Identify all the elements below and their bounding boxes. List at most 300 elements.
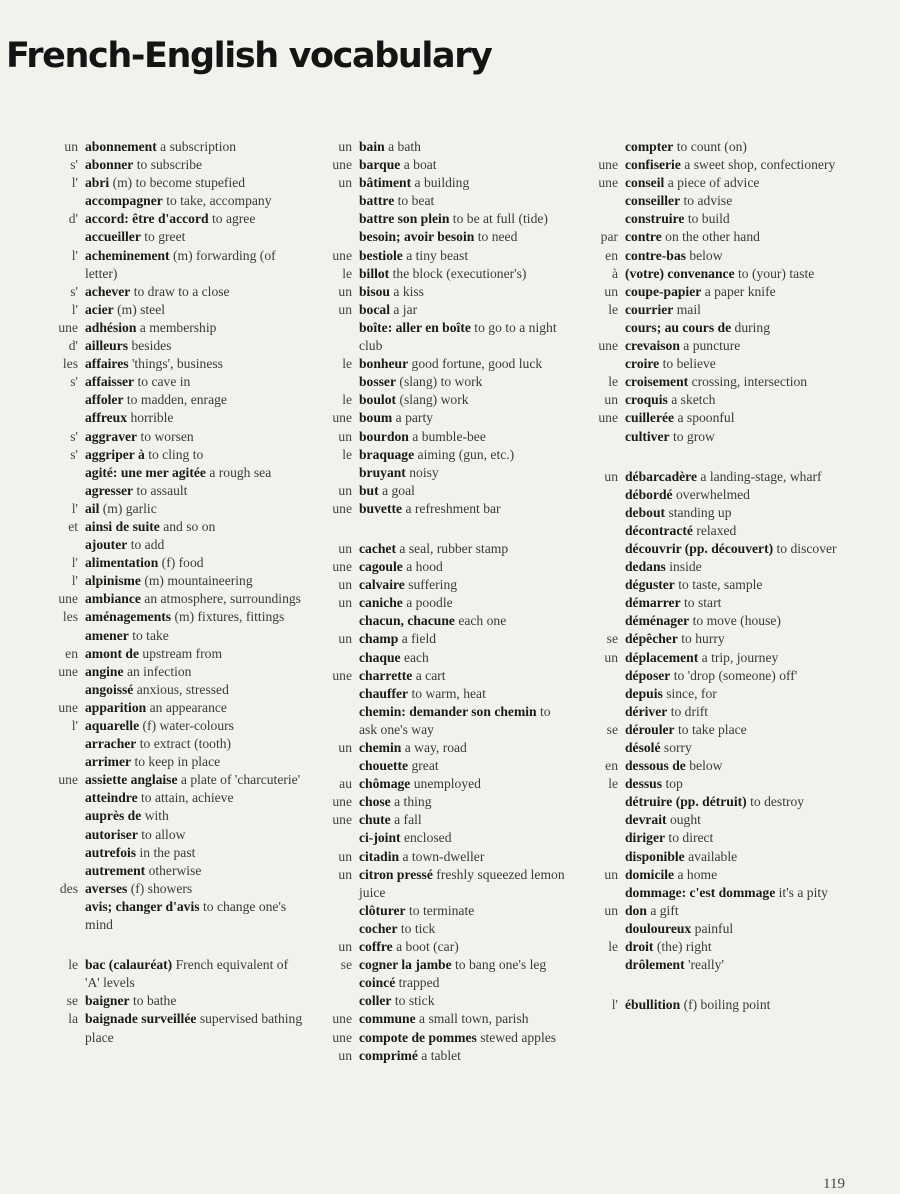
- entry-article: l': [71, 573, 78, 589]
- entry-definition: to warm, heat: [411, 685, 486, 701]
- entry-headword: détruire (pp. détruit): [625, 794, 747, 810]
- entry-definition: a thing: [394, 794, 432, 810]
- vocab-entry: [548, 522, 838, 540]
- entry-definition: a refreshment bar: [405, 500, 501, 516]
- page-number: 119: [823, 1176, 845, 1192]
- entry-headword: bestiole: [359, 247, 403, 263]
- entry-headword: débordé: [625, 486, 673, 502]
- entry-definition: to take place: [678, 721, 747, 737]
- entry-definition: to build: [687, 211, 730, 227]
- entry-headword: autrefois: [85, 844, 137, 860]
- vocab-entry: [548, 138, 838, 156]
- entry-headword: clôturer: [359, 902, 406, 918]
- entry-article: une: [58, 663, 78, 679]
- vocab-entry: [548, 956, 838, 974]
- entry-definition: during: [734, 319, 771, 335]
- entry-definition: (m) forwarding (of letter): [85, 247, 276, 281]
- entry-headword: devrait: [625, 812, 667, 828]
- entry-definition: to discover: [776, 540, 837, 556]
- entry-definition: a bath: [388, 139, 421, 154]
- entry-definition: inside: [669, 559, 702, 575]
- vocab-entry: [8, 228, 304, 246]
- entry-definition: a kiss: [393, 283, 424, 299]
- entry-article: un: [604, 649, 618, 665]
- entry-headword: conseil: [625, 175, 665, 191]
- vocabulary-column-2: [282, 138, 572, 1065]
- entry-article: s': [70, 428, 78, 444]
- entry-headword: arrimer: [85, 754, 132, 770]
- vocab-entry: [548, 319, 838, 337]
- vocab-entry: [8, 536, 304, 554]
- entry-definition: to direct: [668, 830, 714, 846]
- entry-headword: cagoule: [359, 559, 403, 575]
- entry-definition: to start: [684, 595, 722, 611]
- entry-headword: compote de pommes: [359, 1029, 477, 1045]
- entry-article: l': [71, 247, 78, 263]
- entry-definition: to believe: [662, 356, 716, 372]
- vocab-entry: [282, 1047, 572, 1065]
- vocab-entry: [8, 500, 304, 518]
- entry-headword: atteindre: [85, 790, 138, 806]
- entry-headword: bisou: [359, 283, 390, 299]
- entry-article: un: [338, 540, 352, 556]
- entry-definition: freshly squeezed lemon juice: [359, 866, 565, 900]
- vocab-entry: [282, 283, 572, 301]
- entry-definition: to count (on): [676, 139, 747, 154]
- entry-article: un: [604, 866, 618, 882]
- entry-definition: to worsen: [140, 428, 194, 444]
- entry-definition: to (your) taste: [738, 265, 815, 281]
- entry-headword: bonheur: [359, 356, 409, 372]
- entry-article: se: [606, 631, 618, 647]
- entry-headword: accord: être d'accord: [85, 211, 209, 227]
- entry-definition: horrible: [130, 410, 174, 426]
- entry-article: une: [332, 1029, 352, 1045]
- entry-article: un: [338, 740, 352, 755]
- entry-definition: to drift: [670, 703, 709, 719]
- entry-definition: a paper knife: [704, 283, 776, 299]
- entry-definition: upstream from: [142, 645, 223, 661]
- entry-article: à: [611, 265, 618, 281]
- entry-definition: to change one's mind: [85, 898, 287, 933]
- vocab-entry: [8, 807, 304, 825]
- vocab-entry: [282, 630, 572, 648]
- entry-headword: dessous de: [625, 758, 686, 774]
- entry-headword: drôlement: [625, 957, 685, 973]
- entry-definition: each: [403, 649, 429, 665]
- entry-headword: ajouter: [85, 537, 128, 553]
- entry-headword: auprès de: [85, 808, 142, 824]
- vocab-entry: [548, 612, 838, 630]
- entry-definition: to tick: [400, 920, 436, 936]
- entry-headword: citron pressé: [359, 866, 433, 882]
- vocab-entry: [282, 319, 572, 355]
- entry-definition: on the other hand: [665, 229, 760, 245]
- vocab-entry: [8, 627, 304, 645]
- entry-headword: cocher: [359, 920, 398, 936]
- vocab-entry: [8, 645, 304, 663]
- vocab-entry: [282, 156, 572, 174]
- entry-article: un: [604, 902, 618, 918]
- entry-article: d': [68, 338, 78, 354]
- entry-article: en: [65, 645, 78, 661]
- entry-definition: aiming (gun, etc.): [417, 446, 515, 462]
- entry-definition: suffering: [408, 577, 458, 593]
- vocab-entry: [548, 265, 838, 283]
- entry-definition: a spoonful: [677, 410, 735, 426]
- vocabulary-column-3: [548, 138, 838, 1014]
- entry-headword: coincé: [359, 975, 396, 991]
- entry-definition: a town-dweller: [402, 848, 485, 864]
- entry-headword: accompagner: [85, 193, 163, 209]
- entry-definition: a goal: [382, 482, 415, 498]
- vocab-entry: [282, 848, 572, 866]
- vocab-entry: [548, 504, 838, 522]
- entry-headword: ailleurs: [85, 338, 129, 354]
- entry-article: une: [332, 500, 352, 516]
- entry-definition: a poodle: [406, 595, 453, 611]
- entry-article: et: [68, 518, 78, 534]
- entry-headword: aggriper à: [85, 446, 145, 462]
- entry-article: le: [608, 939, 618, 955]
- entry-headword: droit: [625, 939, 654, 955]
- entry-headword: debout: [625, 504, 666, 520]
- vocab-entry: [8, 880, 304, 898]
- vocab-entry: [8, 301, 304, 319]
- entry-definition: a field: [401, 631, 437, 647]
- vocab-entry: [548, 174, 838, 192]
- entry-headword: aggraver: [85, 428, 138, 444]
- entry-headword: bosser: [359, 374, 397, 390]
- vocab-entry: [8, 482, 304, 500]
- vocab-entry: [8, 174, 304, 192]
- vocab-entry: [282, 391, 572, 409]
- entry-definition: a boat: [403, 157, 437, 173]
- vocab-entry: [548, 703, 838, 721]
- entry-definition: trapped: [398, 975, 440, 991]
- entry-article: des: [59, 880, 78, 896]
- entry-definition: overwhelmed: [675, 486, 750, 502]
- entry-definition: noisy: [409, 464, 439, 480]
- entry-headword: ambiance: [85, 591, 141, 607]
- entry-headword: dedans: [625, 559, 666, 575]
- entry-definition: a home: [677, 866, 718, 882]
- vocab-entry: [548, 156, 838, 174]
- entry-definition: crossing, intersection: [691, 374, 808, 390]
- vocab-entry: [282, 667, 572, 685]
- vocab-entry: [548, 558, 838, 576]
- entry-definition: since, for: [666, 685, 717, 701]
- vocab-entry: [8, 355, 304, 373]
- entry-article: la: [68, 1011, 78, 1027]
- entry-headword: ci-joint: [359, 830, 401, 846]
- entry-article: l': [71, 175, 78, 191]
- entry-article: une: [332, 247, 352, 263]
- entry-headword: boulot: [359, 392, 397, 408]
- vocab-entry: [8, 337, 304, 355]
- vocab-entry: [282, 464, 572, 482]
- vocab-entry: [548, 685, 838, 703]
- entry-definition: to terminate: [408, 902, 475, 918]
- entry-article: s': [70, 283, 78, 299]
- entry-definition: mail: [676, 301, 701, 317]
- entry-headword: chacun, chacune: [359, 613, 455, 629]
- entry-headword: disponible: [625, 848, 685, 864]
- entry-headword: affaisser: [85, 374, 135, 390]
- entry-definition: (f) boiling point: [683, 997, 771, 1013]
- vocab-entry: [282, 301, 572, 319]
- entry-definition: great: [411, 758, 439, 774]
- entry-definition: to greet: [144, 229, 186, 245]
- entry-definition: 'things', business: [131, 356, 223, 372]
- entry-headword: depuis: [625, 685, 663, 701]
- entry-definition: a seal, rubber stamp: [399, 540, 509, 556]
- vocab-entry: [548, 468, 838, 486]
- entry-headword: abonnement: [85, 139, 157, 154]
- entry-article: un: [338, 631, 352, 647]
- entry-article: un: [338, 866, 352, 882]
- entry-definition: relaxed: [696, 522, 737, 538]
- entry-article: une: [332, 667, 352, 683]
- entry-definition: (m) fixtures, fittings: [174, 609, 285, 625]
- entry-headword: bourdon: [359, 428, 409, 444]
- section-gap: [548, 974, 838, 996]
- entry-article: un: [338, 595, 352, 611]
- entry-headword: dommage: c'est dommage: [625, 884, 776, 900]
- entry-headword: douloureux: [625, 920, 692, 936]
- entry-definition: French equivalent of 'A' levels: [85, 957, 289, 991]
- entry-headword: but: [359, 482, 379, 498]
- entry-headword: comprimé: [359, 1047, 418, 1063]
- entry-definition: to stick: [394, 993, 435, 1009]
- entry-definition: to ask one's way: [359, 703, 551, 737]
- entry-headword: autrement: [85, 862, 146, 878]
- entry-definition: in the past: [139, 844, 196, 860]
- entry-article: une: [332, 812, 352, 828]
- vocab-entry: [548, 301, 838, 319]
- vocab-entry: [282, 992, 572, 1010]
- vocab-entry: [548, 192, 838, 210]
- vocab-entry: [548, 920, 838, 938]
- entry-article: un: [338, 175, 352, 191]
- entry-headword: champ: [359, 631, 399, 647]
- entry-headword: battre: [359, 193, 395, 209]
- entry-definition: a tiny beast: [406, 247, 469, 263]
- entry-definition: (m) garlic: [102, 500, 157, 516]
- entry-headword: cours; au cours de: [625, 319, 732, 335]
- entry-headword: bâtiment: [359, 175, 412, 191]
- vocab-entry: [548, 938, 838, 956]
- entry-definition: with: [144, 808, 169, 824]
- entry-article: s': [70, 374, 78, 390]
- entry-headword: cachet: [359, 540, 396, 556]
- entry-definition: to allow: [141, 826, 186, 842]
- entry-definition: each one: [458, 613, 507, 629]
- vocab-entry: [548, 630, 838, 648]
- entry-definition: besides: [131, 338, 172, 354]
- entry-definition: to beat: [397, 193, 435, 209]
- vocab-entry: [282, 500, 572, 518]
- entry-definition: available: [688, 848, 738, 864]
- entry-definition: a subscription: [160, 139, 237, 154]
- entry-headword: démarrer: [625, 595, 681, 611]
- entry-headword: caniche: [359, 595, 403, 611]
- entry-definition: a sketch: [671, 392, 716, 408]
- vocab-entry: [8, 446, 304, 464]
- entry-definition: otherwise: [148, 862, 202, 878]
- vocab-entry: [282, 428, 572, 446]
- entry-headword: aquarelle: [85, 718, 140, 733]
- vocab-entry: [548, 373, 838, 391]
- entry-headword: amener: [85, 627, 129, 643]
- entry-definition: (m) steel: [117, 301, 166, 317]
- entry-definition: ought: [669, 812, 701, 828]
- entry-definition: an appearance: [149, 699, 227, 715]
- entry-headword: diriger: [625, 830, 666, 846]
- vocab-entry: [282, 793, 572, 811]
- vocab-entry: [548, 355, 838, 373]
- entry-definition: and so on: [163, 518, 216, 534]
- entry-headword: autoriser: [85, 826, 138, 842]
- entry-headword: abri: [85, 175, 110, 191]
- vocab-entry: [8, 699, 304, 717]
- vocab-entry: [8, 717, 304, 735]
- entry-headword: déménager: [625, 613, 690, 629]
- vocab-entry: [548, 576, 838, 594]
- vocab-entry: [548, 739, 838, 757]
- vocab-entry: [548, 210, 838, 228]
- entry-definition: a fall: [394, 812, 422, 828]
- entry-article: une: [332, 157, 352, 173]
- vocab-entry: [8, 572, 304, 590]
- vocab-entry: [8, 156, 304, 174]
- entry-definition: (the) right: [656, 939, 712, 955]
- entry-definition: (f) water-colours: [142, 718, 234, 733]
- entry-definition: to agree: [211, 211, 256, 227]
- entry-headword: chauffer: [359, 685, 409, 701]
- entry-article: un: [338, 848, 352, 864]
- entry-article: se: [66, 993, 78, 1009]
- entry-headword: agité: une mer agitée: [85, 464, 206, 480]
- entry-article: d': [68, 211, 78, 227]
- entry-headword: citadin: [359, 848, 400, 864]
- entry-article: un: [604, 468, 618, 484]
- entry-definition: to attain, achieve: [141, 790, 234, 806]
- vocab-entry: [8, 844, 304, 862]
- entry-headword: croisement: [625, 374, 689, 390]
- vocab-entry: [548, 793, 838, 811]
- entry-headword: contre: [625, 229, 662, 245]
- vocab-entry: [548, 247, 838, 265]
- vocab-entry: [282, 138, 572, 156]
- vocab-entry: [548, 996, 838, 1014]
- vocab-entry: [8, 862, 304, 880]
- entry-article: un: [338, 939, 352, 955]
- entry-definition: below: [689, 758, 723, 774]
- entry-article: le: [342, 356, 352, 372]
- entry-headword: amont de: [85, 645, 139, 661]
- entry-definition: painful: [694, 920, 734, 936]
- entry-headword: compter: [625, 139, 674, 154]
- entry-headword: croire: [625, 356, 660, 372]
- entry-definition: a rough sea: [209, 464, 272, 480]
- entry-article: une: [598, 410, 618, 426]
- vocab-entry: [548, 866, 838, 884]
- entry-headword: confiserie: [625, 157, 681, 173]
- entry-headword: découvrir (pp. découvert): [625, 540, 774, 556]
- entry-headword: charrette: [359, 667, 413, 683]
- entry-article: une: [332, 410, 352, 426]
- entry-definition: below: [689, 247, 723, 263]
- vocab-entry: [282, 576, 572, 594]
- entry-article: un: [338, 1047, 352, 1063]
- entry-definition: to keep in place: [134, 754, 221, 770]
- entry-article: une: [58, 772, 78, 788]
- entry-headword: baignade surveillée: [85, 1011, 197, 1027]
- entry-article: une: [58, 591, 78, 607]
- entry-definition: to cling to: [148, 446, 204, 462]
- entry-definition: a piece of advice: [667, 175, 760, 191]
- entry-definition: an infection: [126, 663, 192, 679]
- entry-article: s': [70, 446, 78, 462]
- vocab-entry: [8, 464, 304, 482]
- entry-article: le: [608, 776, 618, 792]
- entry-definition: to taste, sample: [678, 577, 763, 593]
- entry-headword: affoler: [85, 392, 124, 408]
- entry-definition: (slang) to work: [399, 374, 483, 390]
- entry-article: le: [342, 446, 352, 462]
- entry-headword: commune: [359, 1011, 416, 1027]
- entry-definition: it's a pity: [778, 884, 828, 900]
- entry-definition: a jar: [393, 301, 418, 317]
- entry-headword: don: [625, 902, 647, 918]
- entry-article: par: [600, 229, 618, 245]
- entry-definition: to need: [477, 229, 518, 245]
- entry-headword: courrier: [625, 301, 674, 317]
- vocab-entry: [548, 757, 838, 775]
- entry-definition: supervised bathing place: [85, 1011, 303, 1045]
- vocab-entry: [8, 554, 304, 572]
- vocab-entry: [282, 265, 572, 283]
- entry-article: le: [342, 265, 352, 281]
- vocab-entry: [282, 811, 572, 829]
- vocab-entry: [548, 649, 838, 667]
- entry-definition: a plate of 'charcuterie': [180, 772, 301, 788]
- entry-article: un: [338, 577, 352, 593]
- vocab-entry: [548, 391, 838, 409]
- entry-headword: apparition: [85, 699, 147, 715]
- entry-headword: baigner: [85, 993, 130, 1009]
- entry-headword: construire: [625, 211, 685, 227]
- vocab-entry: [282, 703, 572, 739]
- entry-headword: (votre) convenance: [625, 265, 735, 281]
- vocab-entry: [8, 373, 304, 391]
- entry-headword: calvaire: [359, 577, 405, 593]
- vocab-entry: [282, 373, 572, 391]
- vocab-entry: [548, 721, 838, 739]
- vocab-entry: [8, 898, 304, 934]
- entry-headword: décontracté: [625, 522, 693, 538]
- entry-article: se: [606, 721, 618, 737]
- entry-article: le: [608, 301, 618, 317]
- vocab-entry: [8, 210, 304, 228]
- vocab-entry: [282, 685, 572, 703]
- entry-headword: conseiller: [625, 193, 681, 209]
- vocab-entry: [8, 518, 304, 536]
- vocab-entry: [282, 612, 572, 630]
- vocab-entry: [8, 590, 304, 608]
- entry-definition: to be at full (tide): [452, 211, 548, 227]
